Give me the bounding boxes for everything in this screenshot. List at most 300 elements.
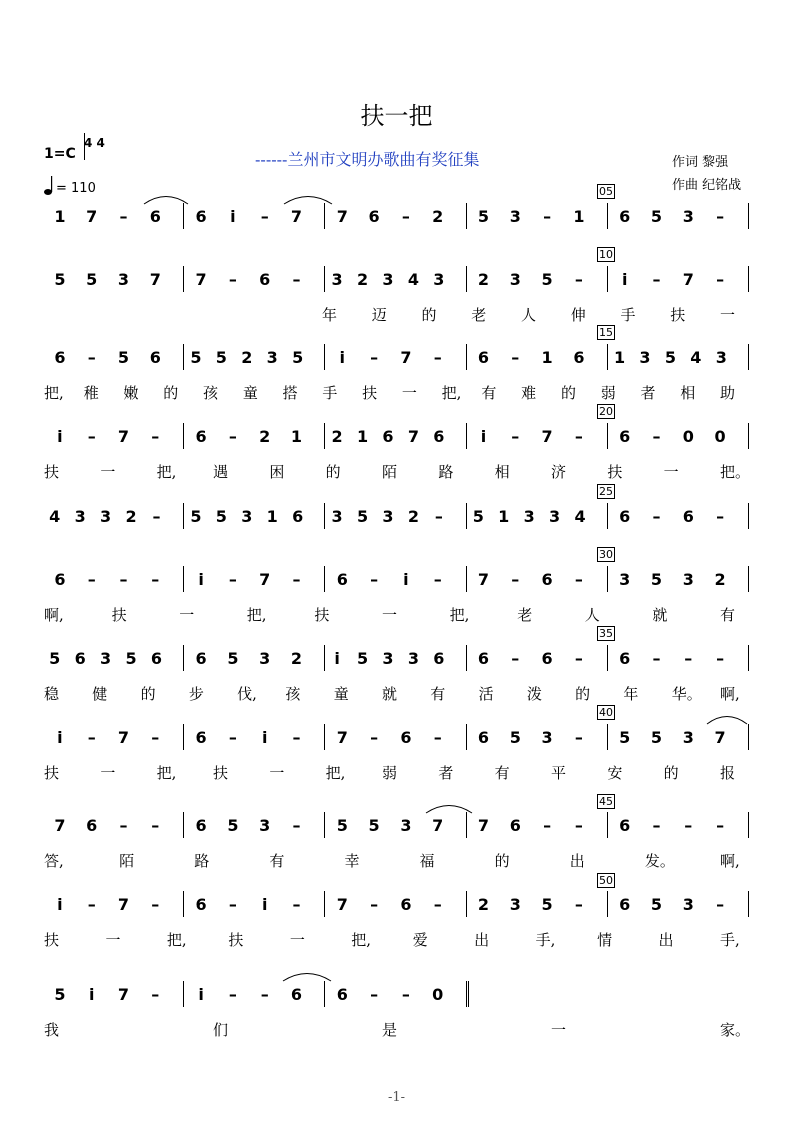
quarter-note-icon: [44, 176, 53, 196]
note-numeral: 5: [356, 649, 369, 668]
lyric-syllable: 济: [551, 463, 567, 481]
dash-note: –: [87, 570, 96, 589]
note-numeral: 4: [407, 270, 419, 289]
measure-number: 45: [599, 795, 613, 808]
lyric-syllable: 把,: [246, 606, 267, 624]
lyric-syllable: 答,: [44, 852, 64, 870]
note-numeral: 3: [509, 895, 521, 914]
barline: [607, 812, 608, 838]
note-numeral: 2: [714, 570, 726, 589]
lyric-syllable: 路: [194, 852, 210, 870]
barline: [324, 812, 325, 838]
note-numeral: 0: [682, 427, 694, 446]
note-numeral: 2: [407, 507, 419, 526]
dash-note: –: [151, 728, 160, 747]
lyric-syllable: 难: [521, 384, 537, 402]
measure-number: 25: [599, 485, 613, 498]
note-numeral: 3: [541, 728, 553, 747]
note-numeral: 6: [149, 207, 161, 226]
lyric-syllable: 有: [720, 606, 736, 624]
note-numeral: 5: [356, 507, 369, 526]
lyric-syllable: 把,: [325, 764, 346, 782]
note-numeral: 7: [336, 895, 348, 914]
lyric-syllable: 一: [179, 606, 195, 624]
lyric-syllable: 有: [481, 384, 497, 402]
dash-note: –: [119, 570, 128, 589]
lyric-syllable: 嫩: [123, 384, 139, 402]
note-numeral: 3: [74, 507, 86, 526]
lyric-syllable: 发。: [644, 852, 675, 870]
measure-number: 35: [599, 627, 613, 640]
note-numeral: 5: [117, 348, 130, 367]
dash-note: –: [543, 207, 552, 226]
note-numeral: 5: [190, 348, 202, 367]
barline: [607, 266, 608, 292]
lyric-syllable: 手: [322, 384, 338, 402]
dash-note: –: [370, 728, 379, 747]
note-numeral: 7: [117, 728, 130, 747]
note-numeral: 6: [336, 570, 348, 589]
barline: [183, 423, 184, 449]
dash-note: –: [716, 270, 725, 289]
lyric-syllable: 把,: [156, 764, 177, 782]
note-numeral: 5: [215, 507, 227, 526]
lyric-syllable: 把,: [351, 931, 372, 949]
lyric-syllable: 步: [188, 685, 204, 703]
measure-number: 15: [599, 326, 613, 339]
note-numeral: 3: [509, 207, 521, 226]
dash-note: –: [433, 348, 442, 367]
lyric-syllable: 扶: [44, 463, 60, 481]
lyric-syllable: 一: [100, 463, 116, 481]
note-numeral: i: [334, 649, 340, 668]
note-numeral: 5: [190, 507, 202, 526]
note-numeral: 2: [432, 207, 444, 226]
dash-note: –: [151, 570, 160, 589]
lyric-syllable: 一: [401, 384, 417, 402]
note-numeral: 5: [49, 649, 61, 668]
note-numeral: 4: [690, 348, 702, 367]
lyric-syllable: 把,: [441, 384, 462, 402]
lyric-syllable: 稚: [83, 384, 99, 402]
note-numeral: 1: [573, 207, 585, 226]
staff-row: [0, 326, 793, 418]
barline: [748, 203, 749, 229]
lyric-syllable: 把,: [156, 463, 177, 481]
note-numeral: 7: [336, 728, 348, 747]
barline: [183, 981, 184, 1007]
note-numeral: 2: [477, 895, 490, 914]
lyric-syllable: 啊,: [720, 852, 740, 870]
lyric-syllable: 童: [242, 384, 258, 402]
lyric-syllable: 一: [663, 463, 679, 481]
note-numeral: i: [198, 985, 204, 1004]
dash-note: –: [292, 728, 301, 747]
note-numeral: 5: [54, 270, 66, 289]
barline: [466, 724, 467, 750]
lyric-syllable: 把,: [44, 384, 64, 402]
dash-note: –: [684, 816, 693, 835]
note-numeral: 6: [336, 985, 348, 1004]
dash-note: –: [511, 649, 520, 668]
lyric-syllable: 的: [663, 764, 679, 782]
note-numeral: 7: [149, 270, 161, 289]
lyric-syllable: 出: [474, 931, 490, 949]
barline: [466, 423, 467, 449]
note-numeral: 6: [149, 348, 161, 367]
barline: [324, 203, 325, 229]
slur-arc: [706, 713, 748, 725]
lyric-syllable: 老: [517, 606, 533, 624]
lyric-syllable: 的: [494, 852, 510, 870]
note-numeral: 3: [382, 507, 394, 526]
note-numeral: 6: [477, 728, 490, 747]
final-barline: [466, 981, 469, 1007]
lyric-syllable: 把,: [166, 931, 187, 949]
note-numeral: i: [198, 570, 204, 589]
dash-note: –: [228, 270, 237, 289]
note-numeral: 3: [509, 270, 521, 289]
lyric-syllable: 的: [325, 463, 341, 481]
dash-note: –: [260, 207, 269, 226]
note-numeral: 3: [619, 570, 631, 589]
measure-number: 10: [599, 248, 613, 261]
dash-note: –: [370, 895, 379, 914]
dash-note: –: [260, 985, 269, 1004]
note-numeral: 6: [477, 348, 490, 367]
barline: [183, 344, 184, 370]
lyric-syllable: 扶: [44, 764, 60, 782]
lyricist-credit: 作词 黎强: [672, 155, 729, 170]
dash-note: –: [151, 985, 160, 1004]
slur-arc: [425, 802, 473, 814]
note-numeral: 1: [541, 348, 553, 367]
lyric-syllable: 的: [421, 306, 437, 324]
note-numeral: 7: [400, 348, 412, 367]
note-numeral: 6: [400, 728, 412, 747]
note-numeral: 7: [407, 427, 419, 446]
dash-note: –: [152, 507, 161, 526]
dash-note: –: [228, 895, 237, 914]
dash-note: –: [433, 895, 442, 914]
lyric-syllable: 搭: [282, 384, 298, 402]
lyric-syllable: 安: [607, 764, 623, 782]
lyric-syllable: 伐,: [237, 685, 257, 703]
lyric-syllable: 就: [382, 685, 398, 703]
note-numeral: 6: [150, 649, 163, 668]
lyric-syllable: 年: [322, 306, 338, 324]
note-numeral: 6: [368, 207, 380, 226]
dash-note: –: [652, 816, 661, 835]
note-numeral: 3: [433, 270, 445, 289]
barline: [748, 566, 749, 592]
lyric-syllable: 一: [382, 606, 398, 624]
note-numeral: 6: [86, 816, 98, 835]
lyric-syllable: 孩: [285, 685, 301, 703]
note-numeral: 3: [259, 816, 271, 835]
staff-row: [0, 795, 793, 886]
dash-note: –: [652, 649, 661, 668]
note-numeral: 7: [259, 570, 271, 589]
time-signature: [84, 136, 105, 150]
note-numeral: 2: [331, 427, 343, 446]
note-numeral: 4: [49, 507, 61, 526]
barline: [607, 645, 608, 671]
measure-number: 40: [599, 706, 613, 719]
lyric-syllable: 扶: [44, 931, 60, 949]
barline: [748, 266, 749, 292]
note-numeral: 7: [541, 427, 553, 446]
note-numeral: 6: [619, 895, 631, 914]
lyric-syllable: 的: [575, 685, 591, 703]
lyric-syllable: 者: [640, 384, 656, 402]
barline: [748, 891, 749, 917]
dash-note: –: [292, 895, 301, 914]
barline: [183, 566, 184, 592]
lyric-syllable: 是: [382, 1021, 398, 1039]
note-numeral: 6: [619, 427, 631, 446]
barline: [607, 203, 608, 229]
note-numeral: 7: [432, 816, 444, 835]
dash-note: –: [401, 985, 410, 1004]
note-numeral: i: [230, 207, 236, 226]
dash-note: –: [433, 570, 442, 589]
lyric-syllable: 困: [269, 463, 285, 481]
barline: [607, 344, 608, 370]
lyric-syllable: 家。: [720, 1021, 751, 1039]
note-numeral: 1: [290, 427, 303, 446]
note-numeral: 5: [54, 985, 66, 1004]
note-numeral: i: [57, 728, 63, 747]
lyric-syllable: 弱: [600, 384, 616, 402]
lyric-syllable: 有: [430, 685, 446, 703]
barline: [748, 344, 749, 370]
note-numeral: 6: [292, 507, 304, 526]
note-numeral: 5: [650, 570, 663, 589]
note-numeral: 7: [682, 270, 694, 289]
lyric-syllable: 童: [333, 685, 349, 703]
lyric-syllable: 扶: [213, 764, 229, 782]
lyric-syllable: 把。: [720, 463, 751, 481]
dash-note: –: [370, 570, 379, 589]
note-numeral: 5: [664, 348, 676, 367]
note-numeral: 7: [117, 427, 130, 446]
lyric-syllable: 年: [623, 685, 639, 703]
composer-credit: 作曲 纪铭战: [672, 178, 742, 193]
staff-row: [0, 485, 793, 577]
tempo-marking: = 110: [56, 181, 96, 196]
lyric-syllable: 把,: [449, 606, 470, 624]
note-numeral: 7: [714, 728, 726, 747]
dash-note: –: [716, 816, 725, 835]
note-numeral: 5: [650, 728, 663, 747]
note-numeral: i: [621, 270, 628, 289]
lyric-syllable: 的: [560, 384, 576, 402]
time-signature-top: 4: [84, 136, 93, 150]
note-numeral: 5: [650, 207, 663, 226]
note-numeral: 6: [619, 207, 631, 226]
note-numeral: 6: [195, 207, 207, 226]
note-numeral: 3: [241, 507, 253, 526]
barline: [748, 645, 749, 671]
barline: [183, 812, 184, 838]
note-numeral: 7: [117, 985, 130, 1004]
note-numeral: i: [261, 895, 268, 914]
lyric-syllable: 有: [494, 764, 510, 782]
note-numeral: 5: [619, 728, 631, 747]
note-numeral: i: [403, 570, 409, 589]
time-signature-bottom: 4: [96, 136, 105, 150]
note-numeral: 6: [682, 507, 694, 526]
lyric-syllable: 手,: [535, 931, 556, 949]
lyric-syllable: 一: [551, 1021, 567, 1039]
dash-note: –: [574, 895, 583, 914]
lyric-syllable: 陌: [382, 463, 398, 481]
barline: [324, 566, 325, 592]
barline: [183, 266, 184, 292]
note-numeral: 7: [117, 895, 130, 914]
dash-note: –: [574, 270, 583, 289]
note-numeral: 6: [573, 348, 585, 367]
lyric-syllable: 路: [438, 463, 454, 481]
note-numeral: 7: [477, 570, 490, 589]
note-numeral: 3: [100, 507, 112, 526]
dash-note: –: [434, 507, 443, 526]
dash-note: –: [511, 427, 520, 446]
note-numeral: 2: [356, 270, 369, 289]
barline: [466, 566, 467, 592]
lyric-syllable: 爱: [412, 931, 428, 949]
note-numeral: 3: [400, 816, 412, 835]
note-numeral: 6: [619, 649, 631, 668]
note-numeral: 5: [477, 207, 490, 226]
note-numeral: 5: [227, 649, 239, 668]
dash-note: –: [716, 507, 725, 526]
staff-row: [0, 248, 793, 340]
dash-note: –: [228, 427, 237, 446]
dash-note: –: [370, 348, 379, 367]
lyric-syllable: 啊,: [720, 685, 740, 703]
note-numeral: 3: [523, 507, 535, 526]
lyric-syllable: 手,: [720, 931, 740, 949]
barline: [748, 503, 749, 529]
note-numeral: 6: [195, 816, 207, 835]
dash-note: –: [87, 728, 96, 747]
lyric-syllable: 一: [720, 306, 736, 324]
lyric-syllable: 者: [438, 764, 454, 782]
lyric-syllable: 人: [521, 306, 537, 324]
staff-row: [0, 548, 793, 640]
dash-note: –: [87, 348, 96, 367]
note-numeral: 3: [715, 348, 727, 367]
lyric-syllable: 遇: [213, 463, 229, 481]
note-numeral: 6: [290, 985, 303, 1004]
lyric-syllable: 助: [720, 384, 736, 402]
note-numeral: 1: [54, 207, 66, 226]
barline: [466, 503, 467, 529]
note-numeral: 7: [336, 207, 348, 226]
note-numeral: 2: [259, 427, 271, 446]
measure-number: 50: [599, 874, 613, 887]
measure-number: 05: [599, 185, 613, 198]
note-numeral: 5: [336, 816, 348, 835]
slur-arc: [282, 970, 332, 982]
note-numeral: 5: [541, 895, 553, 914]
barline: [748, 812, 749, 838]
staff-row: [0, 874, 793, 965]
lyric-syllable: 人: [584, 606, 600, 624]
note-numeral: 3: [331, 270, 343, 289]
note-numeral: 3: [639, 348, 651, 367]
measure-number: 20: [599, 405, 613, 418]
note-numeral: 7: [86, 207, 98, 226]
note-numeral: 6: [195, 649, 207, 668]
page-number: -1-: [387, 1090, 406, 1105]
note-numeral: i: [261, 728, 268, 747]
lyric-syllable: 扶: [111, 606, 127, 624]
key-signature: 1=C: [44, 146, 76, 162]
dash-note: –: [151, 816, 160, 835]
barline: [466, 203, 467, 229]
dash-note: –: [574, 816, 583, 835]
dash-note: –: [511, 348, 520, 367]
note-numeral: 6: [259, 270, 271, 289]
lyric-syllable: 扶: [314, 606, 330, 624]
dash-note: –: [87, 427, 96, 446]
note-numeral: 0: [714, 427, 726, 446]
lyric-syllable: 的: [140, 685, 156, 703]
dash-note: –: [292, 270, 301, 289]
dash-note: –: [543, 816, 552, 835]
staff-row: [0, 706, 793, 798]
lyric-syllable: 一: [105, 931, 121, 949]
note-numeral: 2: [241, 348, 253, 367]
dash-note: –: [574, 649, 583, 668]
note-numeral: 3: [549, 507, 561, 526]
barline: [324, 724, 325, 750]
dash-note: –: [401, 207, 410, 226]
dash-note: –: [119, 816, 128, 835]
measure-number: 30: [599, 548, 613, 561]
note-numeral: 6: [619, 507, 631, 526]
note-numeral: 5: [125, 649, 137, 668]
note-numeral: 2: [477, 270, 490, 289]
lyric-syllable: 报: [720, 764, 736, 782]
note-numeral: i: [339, 348, 346, 367]
dash-note: –: [433, 728, 442, 747]
note-numeral: 3: [117, 270, 130, 289]
note-numeral: 5: [215, 348, 227, 367]
note-numeral: 5: [472, 507, 484, 526]
note-numeral: 6: [195, 728, 207, 747]
note-numeral: 6: [433, 649, 445, 668]
barline: [607, 891, 608, 917]
lyric-syllable: 扶: [670, 306, 686, 324]
lyric-syllable: 平: [551, 764, 567, 782]
note-numeral: 5: [368, 816, 380, 835]
dash-note: –: [511, 570, 520, 589]
lyric-syllable: 陌: [119, 852, 135, 870]
lyric-syllable: 我: [44, 1021, 60, 1039]
note-numeral: i: [480, 427, 487, 446]
barline: [324, 344, 325, 370]
note-numeral: 3: [382, 649, 394, 668]
note-numeral: 5: [227, 816, 239, 835]
dash-note: –: [574, 427, 583, 446]
barline: [466, 891, 467, 917]
note-numeral: 1: [498, 507, 510, 526]
lyric-syllable: 相: [494, 463, 510, 481]
